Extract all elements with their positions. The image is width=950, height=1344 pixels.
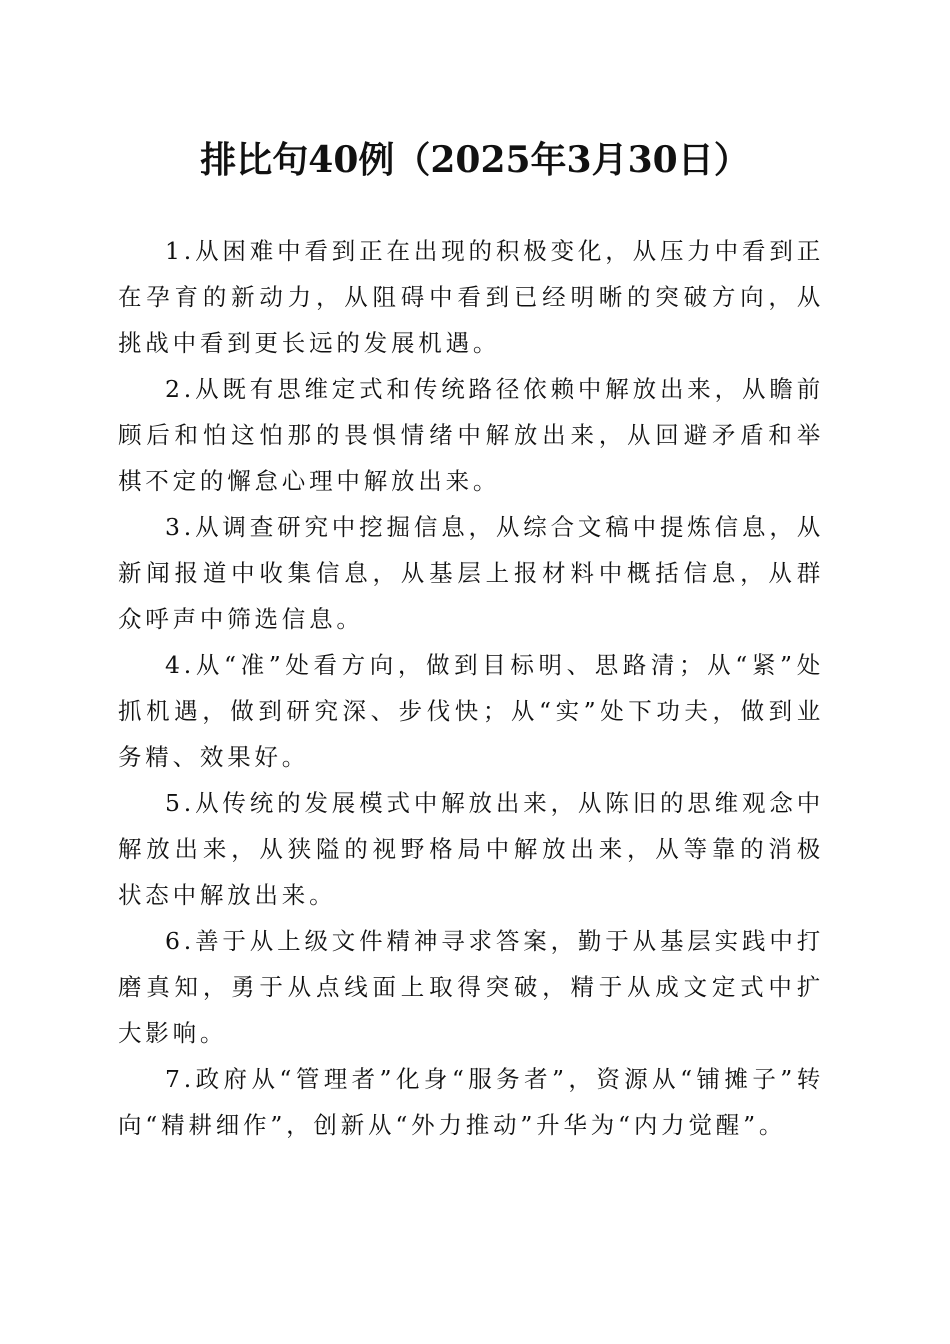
- paragraph-6: 6.善于从上级文件精神寻求答案，勤于从基层实践中打磨真知，勇于从点线面上取得突破，精于从成文定式中扩大影响。: [118, 927, 824, 1047]
- paragraph-1: 1.从困难中看到正在出现的积极变化，从压力中看到正在孕育的新动力，从阻碍中看到已经明晰的突破方向，从挑战中看到更长远的发展机遇。: [118, 237, 824, 357]
- paragraph-7: 7.政府从“管理者”化身“服务者”，资源从“铺摊子”转向“精耕细作”，创新从“外力推动”升华为“内力觉醒”。: [118, 1065, 824, 1139]
- document-body: [118, 228, 824, 1148]
- paragraph-4: 4.从“准”处看方向，做到目标明、思路清；从“紧”处抓机遇，做到研究深、步伐快；从“实”处下功夫，做到业务精、效果好。: [118, 651, 824, 771]
- document-title: 排比句40例（2025年3月30日）: [200, 139, 750, 181]
- paragraph-5: 5.从传统的发展模式中解放出来，从陈旧的思维观念中解放出来，从狭隘的视野格局中解放出来，从等靠的消极状态中解放出来。: [118, 789, 824, 909]
- paragraph-3: 3.从调查研究中挖掘信息，从综合文稿中提炼信息，从新闻报道中收集信息，从基层上报材料中概括信息，从群众呼声中筛选信息。: [118, 513, 824, 633]
- paragraph-2: 2.从既有思维定式和传统路径依赖中解放出来，从瞻前顾后和怕这怕那的畏惧情绪中解放出来，从回避矛盾和举棋不定的懈怠心理中解放出来。: [118, 375, 824, 495]
